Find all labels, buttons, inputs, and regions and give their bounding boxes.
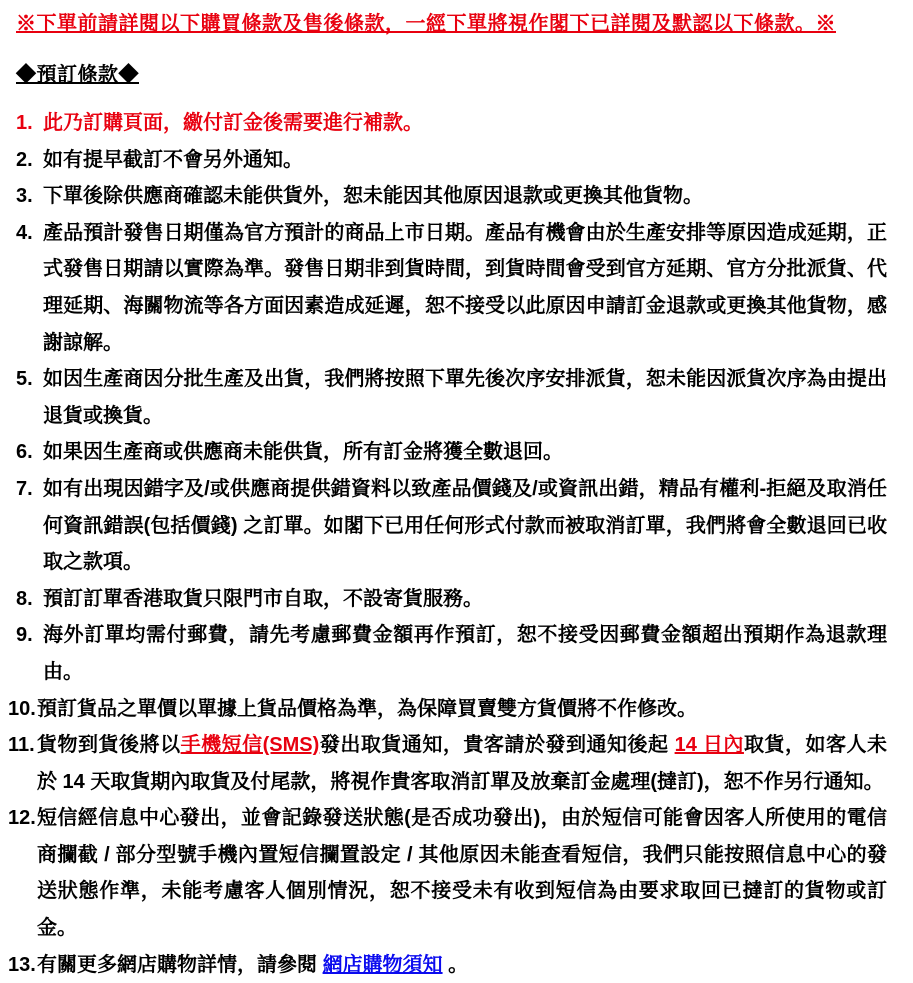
term-text	[43, 617, 887, 690]
term-item-9	[16, 617, 887, 690]
term-item-10	[8, 691, 887, 728]
term-text	[43, 105, 887, 142]
term-text	[37, 800, 887, 946]
shop-guide-link[interactable]: 網店購物須知	[322, 953, 443, 976]
term-number: 7.	[16, 477, 33, 500]
term-number: 6.	[16, 441, 33, 464]
term-number: 12.	[8, 807, 36, 830]
term-number: 10.	[8, 697, 36, 720]
term-text-segment: 。	[442, 953, 469, 976]
term-text-segment: 如因生產商因分批生產及出貨，我們將按照下單先後次序安排派貨，恕未能因派貨次序為由提出退貨或換貨。	[43, 368, 887, 427]
term-item-12	[8, 800, 887, 946]
term-text-segment: 貨物到貨後將以	[37, 734, 181, 757]
term-text	[43, 178, 887, 215]
term-number: 1.	[16, 112, 33, 134]
term-text-segment: 預訂訂單香港取貨只限門市自取，不設寄貨服務。	[43, 587, 483, 610]
term-item-3	[16, 178, 887, 215]
term-text	[43, 471, 887, 581]
term-item-5	[16, 361, 887, 434]
purchase-notice-header: ※下單前請詳閱以下購買條款及售後條款，一經下單將視作閣下已詳閱及默認以下條款。※	[16, 13, 836, 35]
term-text	[43, 361, 887, 434]
term-text	[37, 691, 887, 728]
term-item-1	[16, 105, 887, 142]
term-item-6	[16, 434, 887, 471]
term-text-segment: 海外訂單均需付郵費，請先考慮郵費金額再作預訂，恕不接受因郵費金額超出預期作為退款理由。	[43, 624, 887, 683]
term-item-11	[8, 727, 887, 800]
term-number: 3.	[16, 185, 33, 208]
term-item-2	[16, 142, 887, 179]
term-item-8	[16, 581, 887, 618]
term-text	[37, 727, 887, 800]
term-item-13	[8, 947, 887, 983]
term-text	[43, 581, 887, 618]
term-number: 8.	[16, 587, 33, 610]
term-text	[43, 434, 887, 471]
term-number: 5.	[16, 368, 33, 391]
term-text-segment: 如果因生產商或供應商未能供貨，所有訂金將獲全數退回。	[43, 441, 563, 464]
term-item-4	[16, 215, 887, 361]
term-text-segment: 取貨，如客人未於 14 天取貨期內取貨及付尾款，將視作貴客取消訂單及放棄訂金處理(撻訂)，恕不作另行通知。	[37, 734, 888, 793]
term-text-segment: 預訂貨品之單價以單據上貨品價格為準，為保障買賣雙方貨價將不作修改。	[37, 697, 697, 720]
terms-list	[8, 105, 888, 983]
term-number: 9.	[16, 624, 33, 647]
term-text-segment: 如有出現因錯字及/或供應商提供錯資料以致產品價錢及/或資訊出錯，精品有權利-拒絕及取消任何資訊錯誤(包括價錢) 之訂單。如閣下已用任何形式付款而被取消訂單，我們將會全數退回已收取之款項。	[43, 477, 887, 574]
term-text-segment: 發出取貨通知，貴客請於發到通知後起	[319, 734, 675, 757]
term-text-segment: 短信經信息中心發出，並會記錄發送狀態(是否成功發出)，由於短信可能會因客人所使用的電信商攔截 / 部分型號手機內置短信攔置設定 / 其他原因未能查看短信，我們只能按照信息中心的發送狀態作準，未能考慮客人個別情況，恕不接受未有收到短信為由要求取回已撻訂的貨物或訂金。	[37, 807, 887, 940]
term-number: 2.	[16, 148, 33, 171]
term-item-7	[16, 471, 887, 581]
term-text-segment: 有關更多網店購物詳情，請參閱	[37, 953, 323, 976]
term-text-segment: 如有提早截訂不會另外通知。	[43, 148, 303, 171]
term-text-segment: 此乃訂購頁面，繳付訂金後需要進行補款。	[43, 112, 423, 134]
term-number: 4.	[16, 221, 33, 244]
highlighted-term-text: 手機短信(SMS)	[180, 734, 320, 757]
term-text	[43, 215, 887, 361]
highlighted-term-text: 14 日內	[674, 734, 744, 757]
term-text	[37, 947, 887, 983]
term-number: 13.	[8, 953, 36, 976]
term-text-segment: 產品預計發售日期僅為官方預計的商品上市日期。產品有機會由於生產安排等原因造成延期，正式發售日期請以實際為準。發售日期非到貨時間，到貨時間會受到官方延期、官方分批派貨、代理延期、海關物流等各方面因素造成延遲，恕不接受以此原因申請訂金退款或更換其他貨物，感謝諒解。	[43, 221, 887, 354]
term-text-segment: 下單後除供應商確認未能供貨外，恕未能因其他原因退款或更換其他貨物。	[43, 185, 703, 208]
term-text	[43, 142, 887, 179]
term-number: 11.	[8, 734, 35, 757]
section-title-preorder-terms: ◆預訂條款◆	[16, 64, 139, 86]
